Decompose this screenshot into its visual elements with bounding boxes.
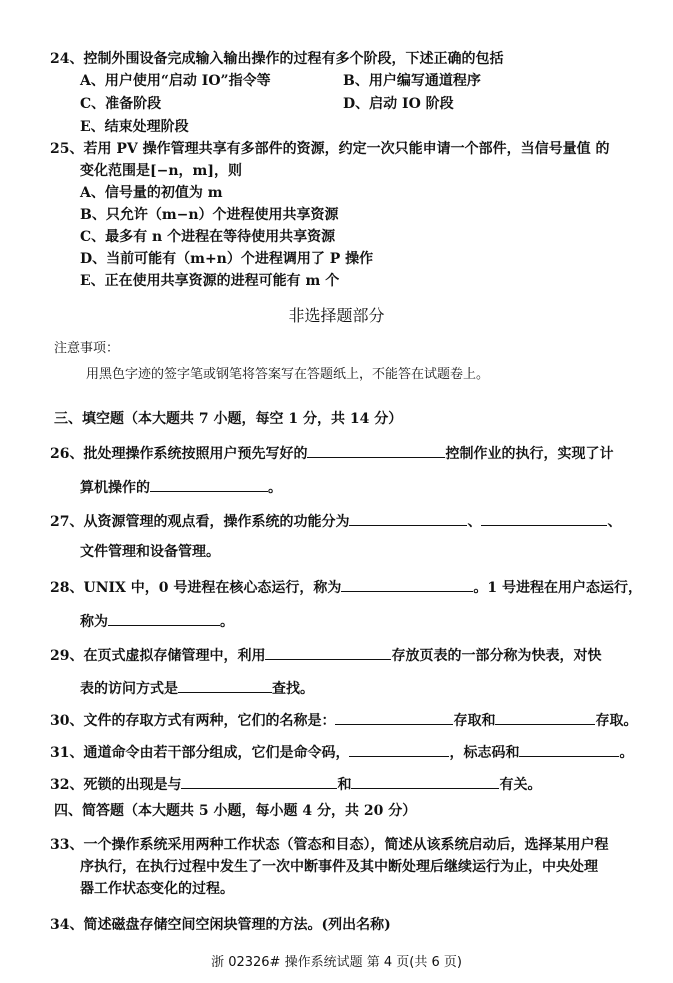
section-title: 非选择题部分 [288, 306, 385, 325]
q26-text-4: 。 [268, 480, 282, 496]
q27-text-1: 27、从资源管理的观点看，操作系统的功能分为 [50, 514, 350, 530]
q29-text-4: 查找。 [272, 681, 314, 697]
q32-blank-1 [181, 774, 337, 789]
q26-text-3: 算机操作的 [80, 480, 150, 496]
q24-stem: 24、控制外围设备完成输入输出操作的过程有多个阶段，下述正确的包括 [50, 51, 504, 67]
part3-title: 三、填空题（本大题共 7 小题，每空 1 分，共 14 分） [54, 411, 403, 427]
q26-blank-1 [307, 443, 445, 458]
q28-text-3: 称为 [80, 614, 108, 630]
q24-option-c: C、准备阶段 [80, 96, 162, 112]
q28-blank-2 [108, 611, 220, 626]
q34-line: 34、简述磁盘存储空间空闲块管理的方法。(列出名称) [50, 917, 391, 933]
q28-text-1: 28、UNIX 中，0 号进程在核心态运行，称为 [50, 580, 342, 596]
q30-text-2: 存取和 [453, 713, 496, 729]
q25-option-e: E、正在使用共享资源的进程可能有 m 个 [80, 273, 340, 289]
q26-line1 [50, 443, 613, 463]
q30-text-1: 30、文件的存取方式有两种，它们的名称是： [50, 713, 336, 729]
q28-text-4: 。 [220, 614, 234, 630]
q29-blank-2 [178, 678, 272, 693]
q30-blank-1 [335, 710, 453, 725]
q26-text-1: 26、批处理操作系统按照用户预先写好的 [50, 446, 308, 462]
q25-option-c: C、最多有 n 个进程在等待使用共享资源 [80, 229, 336, 245]
notice-text: 用黑色字迹的签字笔或钢笔将答案写在答题纸上，不能答在试题卷上。 [86, 367, 490, 382]
q28-line1 [50, 577, 642, 597]
q31-blank-2 [519, 742, 619, 757]
q33-line3: 器工作状态变化的过程。 [80, 881, 234, 897]
q29-text-1: 29、在页式虚拟存储管理中，利用 [50, 648, 266, 664]
q25-option-a: A、信号量的初值为 m [80, 185, 223, 201]
q27-blank-1 [349, 511, 467, 526]
q24-option-b: B、用户编写通道程序 [343, 73, 481, 89]
q32-line [50, 774, 541, 794]
q25-stem-line1: 25、若用 PV 操作管理共享有多部件的资源，约定一次只能申请一个部件，当信号量值 的 [50, 141, 610, 157]
q30-line [50, 710, 637, 730]
q27-text-3: 、 [607, 514, 622, 530]
q24-option-d: D、启动 IO 阶段 [343, 96, 454, 112]
q25-stem-line2: 变化范围是[−n，m]，则 [80, 163, 242, 179]
q29-line1 [50, 645, 601, 665]
q32-blank-2 [351, 774, 499, 789]
q27-line1 [50, 511, 621, 531]
q31-text-1: 31、通道命令由若干部分组成，它们是命令码， [50, 745, 350, 761]
q27-line2: 文件管理和设备管理。 [80, 544, 220, 560]
q26-blank-2 [150, 477, 268, 492]
q32-text-2: 和 [337, 777, 352, 793]
q32-text-3: 有关。 [499, 777, 542, 793]
q29-line2 [80, 678, 314, 698]
q28-blank-1 [341, 577, 473, 592]
q31-text-2: ，标志码和 [449, 745, 520, 761]
q26-line2 [80, 477, 282, 497]
q27-text-2: 、 [467, 514, 482, 530]
q29-blank-1 [265, 645, 391, 660]
q24-option-e: E、结束处理阶段 [80, 119, 189, 135]
q29-text-2: 存放页表的一部分称为快表，对快 [391, 648, 602, 664]
q28-line2 [80, 611, 234, 631]
q31-text-3: 。 [619, 745, 634, 761]
q27-blank-2 [481, 511, 607, 526]
q31-blank-1 [349, 742, 449, 757]
q25-option-b: B、只允许（m−n）个进程使用共享资源 [80, 207, 339, 223]
q30-blank-2 [495, 710, 595, 725]
part4-title: 四、简答题（本大题共 5 小题，每小题 4 分，共 20 分） [54, 803, 417, 819]
q31-line [50, 742, 633, 762]
q26-text-2: 控制作业的执行，实现了计 [445, 446, 614, 462]
q25-option-d: D、当前可能有（m+n）个进程调用了 P 操作 [80, 251, 374, 267]
q24-option-a: A、用户使用“启动 IO”指令等 [80, 73, 271, 89]
notice-title: 注意事项： [54, 341, 120, 356]
q33-line1: 33、一个操作系统采用两种工作状态（管态和目态），简述从该系统启动后，选择某用户程 [50, 837, 609, 853]
q29-text-3: 表的访问方式是 [80, 681, 178, 697]
q32-text-1: 32、死锁的出现是与 [50, 777, 182, 793]
q33-line2: 序执行，在执行过程中发生了一次中断事件及其中断处理后继续运行为止，中央处理 [80, 859, 598, 875]
page-footer: 浙 02326# 操作系统试题 第 4 页(共 6 页) [211, 955, 462, 970]
q28-text-2: 。1 号进程在用户态运行， [473, 580, 643, 596]
q30-text-3: 存取。 [595, 713, 638, 729]
